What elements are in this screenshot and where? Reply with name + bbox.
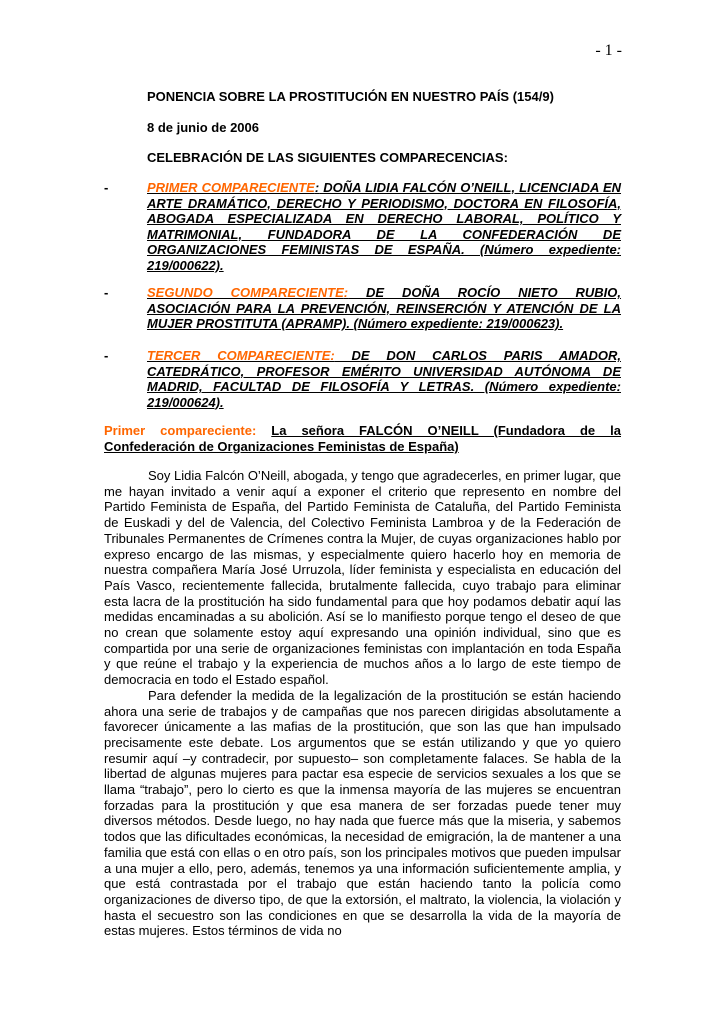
speaker-heading [104, 423, 621, 455]
appearance-item-3 [104, 348, 621, 410]
speaker-label: Primer compareciente: [104, 423, 257, 438]
paragraph: Para defender la medida de la legalización de la prostitución se están haciendo ahora una serie de trabajos y de campañas que nos parecen dirigidas absolutamente a favorecer únicamente a las mafias de la prostitución, que son las que han impulsado precisamente este debate. Los argumentos que se están utilizando y que yo quiero resumir aquí –y contradecir, por supuesto– son completamente falaces. Se habla de la libertad de algunas mujeres para pactar esa especie de servicios sexuales a los que se llama “trabajo”, pero lo cierto es que la inmensa mayoría de las mujeres se encuentran forzadas para la prostitución y que esa manera de ser forzadas puede tener muy diversos métodos. Desde luego, no hay nada que fuerce más que la miseria, y sabemos todos que las dificultades económicas, la necesidad de emigración, la de mantener a una familia que está con ellas o en otro país, son los principales motivos que pueden impulsar a una mujer a ello, pero, además, tenemos ya una información suficientemente amplia, y que está contrastada por el trabajo que están haciendo tanto la policía como organizaciones de diverso tipo, de que la extorsión, el maltrato, la violencia, la violación y hasta el secuestro son las condiciones en que se desarrolla la vida de la mayoría de estas mujeres. Estos términos de vida no [104, 687, 621, 939]
bullet: - [104, 285, 109, 300]
appearance-label: SEGUNDO COMPARECIENTE [147, 285, 344, 300]
paragraph: Soy Lidia Falcón O’Neill, abogada, y tengo que agradecerles, en primer lugar, que me hayan invitado a venir aquí a exponer el criterio que represento en nombre del Partido Feminista de España, del Partido Feminista de Cataluña, del Partido Feminista de Euskadi y del de Valencia, del Colectivo Feminista Lambroa y de la Federación de Tribunales Permanentes de Crímenes contra la Mujer, de cuyas organizaciones hablo por expreso encargo de las mismas, y especialmente quiero hacerlo hoy en memoria de nuestra compañera María José Urruzola, líder feminista y especialista en educación del País Vasco, recientemente fallecida, brutalmente fallecida, cuyo trabajo para eliminar esta lacra de la prostitución ha sido fundamental para que hoy podamos debatir aquí las medidas encaminadas a su abolición. Así se lo manifiesto porque tengo el deseo de que no crean que solamente estoy aquí expresando una opinión individual, sino que es compartida por una serie de organizaciones feministas con implantación en toda España y que reúne el trabajo y la experiencia de muchos años a lo largo de este tiempo de democracia en todo el Estado español. [104, 468, 621, 688]
appearance-label: TERCER COMPARECIENTE: [147, 348, 335, 363]
page-number: - 1 - [595, 42, 622, 59]
appearance-description: DOÑA LIDIA FALCÓN O’NEILL, LICENCIADA EN ARTE DRAMÁTICO, DERECHO Y PERIODISMO, DOCTORA EN FILOSOFÍA, ABOGADA ESPECIALIZADA EN DERECHO LABORAL, POLÍTICO Y MATRIMONIAL, FUNDADORA DE LA CONFEDERACIÓN DE ORGANIZACIONES FEMINISTAS DE ESPAÑA. (Número expediente: 219/000622). [147, 180, 622, 273]
appearance-item-1 [104, 180, 621, 274]
transcript-body [104, 468, 621, 939]
bullet: - [104, 348, 109, 363]
appearance-item-2 [104, 285, 621, 332]
appearance-text [147, 285, 621, 332]
speaker-name: La señora FALCÓN O’NEILL (Fundadora de la Confederación de Organizaciones Feministas de España) [104, 423, 621, 454]
appearance-text [147, 348, 621, 410]
appearance-description: DE DOÑA ROCÍO NIETO RUBIO, ASOCIACIÓN PARA LA PREVENCIÓN, REINSERCIÓN Y ATENCIÓN DE LA MUJER PROSTITUTA (APRAMP). (Número expediente: 219/000623). [147, 285, 622, 332]
document-title: PONENCIA SOBRE LA PROSTITUCIÓN EN NUESTRO PAÍS (154/9) [147, 89, 554, 104]
appearance-text [147, 180, 621, 274]
appearance-separator: : [343, 285, 349, 300]
appearance-label: PRIMER COMPARECIENTE [147, 180, 315, 195]
session-date: 8 de junio de 2006 [147, 120, 259, 135]
appearance-separator: : [314, 180, 320, 195]
bullet: - [104, 180, 109, 195]
appearance-description: DE DON CARLOS PARIS AMADOR, CATEDRÁTICO, PROFESOR EMÉRITO UNIVERSIDAD AUTÓNOMA DE MADRID, FACULTAD DE FILOSOFÍA Y LETRAS. (Número expediente: 219/000624). [147, 348, 621, 410]
section-subtitle: CELEBRACIÓN DE LAS SIGUIENTES COMPARECENCIAS: [147, 150, 508, 165]
